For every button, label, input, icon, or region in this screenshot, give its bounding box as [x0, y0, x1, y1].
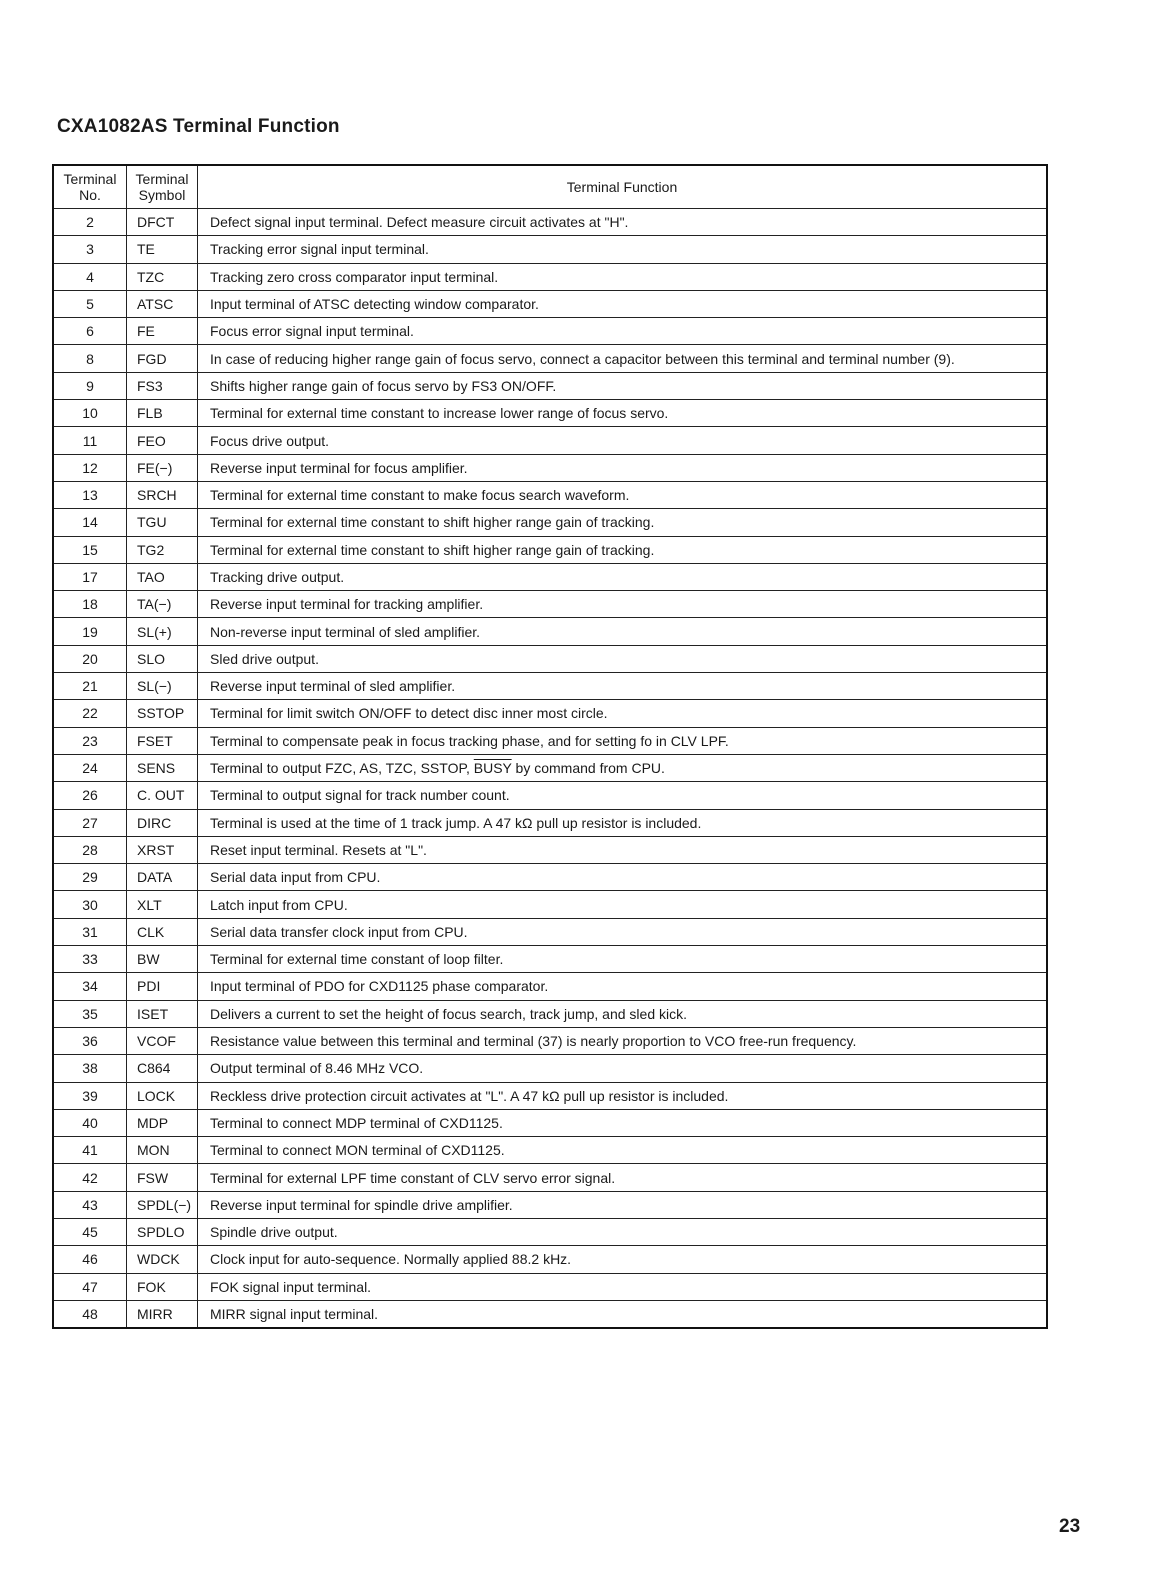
table-row: [53, 1246, 1047, 1273]
terminal-symbol-cell: FSET: [127, 727, 198, 754]
terminal-no-cell: 26: [53, 782, 127, 809]
table-row: [53, 345, 1047, 372]
terminal-symbol-cell: TZC: [127, 263, 198, 290]
terminal-symbol-cell: SL(+): [127, 618, 198, 645]
terminal-no-cell: 35: [53, 1000, 127, 1027]
terminal-no-cell: 13: [53, 481, 127, 508]
header-terminal-function: Terminal Function: [198, 165, 1048, 209]
terminal-symbol-cell: TGU: [127, 509, 198, 536]
terminal-symbol-cell: TAO: [127, 563, 198, 590]
terminal-function-cell: Input terminal of ATSC detecting window comparator.: [198, 290, 1048, 317]
terminal-no-cell: 33: [53, 946, 127, 973]
terminal-no-cell: 2: [53, 209, 127, 236]
terminal-symbol-cell: TA(−): [127, 591, 198, 618]
table-row: [53, 263, 1047, 290]
table-row: [53, 454, 1047, 481]
table-row: [53, 1000, 1047, 1027]
terminal-function-cell: Non-reverse input terminal of sled amplifier.: [198, 618, 1048, 645]
terminal-no-cell: 34: [53, 973, 127, 1000]
table-row: [53, 536, 1047, 563]
table-header: [53, 165, 1047, 209]
terminal-symbol-cell: FOK: [127, 1273, 198, 1300]
table-body: [53, 209, 1047, 1329]
terminal-symbol-cell: FS3: [127, 372, 198, 399]
terminal-symbol-cell: FGD: [127, 345, 198, 372]
table-row: [53, 754, 1047, 781]
page-number: 23: [1059, 1516, 1081, 1537]
terminal-function-cell: Terminal for external time constant to make focus search waveform.: [198, 481, 1048, 508]
table-row: [53, 1191, 1047, 1218]
terminal-function-cell: Defect signal input terminal. Defect measure circuit activates at "H".: [198, 209, 1048, 236]
table-row: [53, 209, 1047, 236]
table-row: [53, 1164, 1047, 1191]
terminal-symbol-cell: TG2: [127, 536, 198, 563]
terminal-symbol-cell: PDI: [127, 973, 198, 1000]
terminal-no-cell: 3: [53, 236, 127, 263]
terminal-symbol-cell: SRCH: [127, 481, 198, 508]
terminal-symbol-cell: SENS: [127, 754, 198, 781]
terminal-function-cell: Tracking drive output.: [198, 563, 1048, 590]
terminal-no-cell: 30: [53, 891, 127, 918]
terminal-symbol-cell: XLT: [127, 891, 198, 918]
terminal-no-cell: 17: [53, 563, 127, 590]
table-row: [53, 481, 1047, 508]
table-row: [53, 1055, 1047, 1082]
table-row: [53, 563, 1047, 590]
terminal-no-cell: 11: [53, 427, 127, 454]
table-row: [53, 1027, 1047, 1054]
terminal-function-cell: Terminal for external time constant to increase lower range of focus servo.: [198, 400, 1048, 427]
terminal-function-cell: Terminal for limit switch ON/OFF to detect disc inner most circle.: [198, 700, 1048, 727]
terminal-function-cell: Terminal to output FZC, AS, TZC, SSTOP, BUSY by command from CPU.: [198, 754, 1048, 781]
terminal-function-cell: Clock input for auto-sequence. Normally applied 88.2 kHz.: [198, 1246, 1048, 1273]
terminal-symbol-cell: LOCK: [127, 1082, 198, 1109]
terminal-symbol-cell: MDP: [127, 1109, 198, 1136]
terminal-function-cell: MIRR signal input terminal.: [198, 1300, 1048, 1328]
terminal-function-cell: Tracking error signal input terminal.: [198, 236, 1048, 263]
terminal-function-cell: Terminal to compensate peak in focus tracking phase, and for setting fo in CLV LPF.: [198, 727, 1048, 754]
terminal-function-cell: Tracking zero cross comparator input terminal.: [198, 263, 1048, 290]
table-header-row: [53, 165, 1047, 209]
table-row: [53, 1273, 1047, 1300]
terminal-no-cell: 15: [53, 536, 127, 563]
terminal-function-cell: Terminal to connect MDP terminal of CXD1125.: [198, 1109, 1048, 1136]
table-row: [53, 1137, 1047, 1164]
terminal-function-cell: Reverse input terminal for spindle drive amplifier.: [198, 1191, 1048, 1218]
terminal-function-cell: Reset input terminal. Resets at "L".: [198, 836, 1048, 863]
terminal-function-cell: Terminal to connect MON terminal of CXD1125.: [198, 1137, 1048, 1164]
terminal-function-cell: Focus drive output.: [198, 427, 1048, 454]
terminal-symbol-cell: FE: [127, 318, 198, 345]
table-row: [53, 1300, 1047, 1328]
table-row: [53, 1082, 1047, 1109]
terminal-function-cell: Terminal is used at the time of 1 track jump. A 47 kΩ pull up resistor is included.: [198, 809, 1048, 836]
terminal-no-cell: 47: [53, 1273, 127, 1300]
terminal-no-cell: 5: [53, 290, 127, 317]
terminal-no-cell: 28: [53, 836, 127, 863]
header-terminal-symbol: Terminal Symbol: [127, 165, 198, 209]
terminal-symbol-cell: FEO: [127, 427, 198, 454]
terminal-no-cell: 39: [53, 1082, 127, 1109]
terminal-symbol-cell: DIRC: [127, 809, 198, 836]
terminal-no-cell: 21: [53, 673, 127, 700]
table-row: [53, 700, 1047, 727]
terminal-symbol-cell: MIRR: [127, 1300, 198, 1328]
table-row: [53, 1218, 1047, 1245]
terminal-symbol-cell: ISET: [127, 1000, 198, 1027]
terminal-no-cell: 8: [53, 345, 127, 372]
table-row: [53, 427, 1047, 454]
terminal-no-cell: 9: [53, 372, 127, 399]
terminal-function-cell: Terminal for external time constant of loop filter.: [198, 946, 1048, 973]
terminal-symbol-cell: C864: [127, 1055, 198, 1082]
terminal-symbol-cell: SL(−): [127, 673, 198, 700]
terminal-function-cell: In case of reducing higher range gain of focus servo, connect a capacitor between this terminal and terminal number (9).: [198, 345, 1048, 372]
page-title: CXA1082AS Terminal Function: [57, 116, 340, 137]
terminal-no-cell: 6: [53, 318, 127, 345]
terminal-no-cell: 23: [53, 727, 127, 754]
terminal-no-cell: 29: [53, 864, 127, 891]
terminal-function-cell: Reckless drive protection circuit activates at "L". A 47 kΩ pull up resistor is included.: [198, 1082, 1048, 1109]
terminal-no-cell: 48: [53, 1300, 127, 1328]
terminal-function-cell: Resistance value between this terminal and terminal (37) is nearly proportion to VCO free-run frequency.: [198, 1027, 1048, 1054]
terminal-function-cell: FOK signal input terminal.: [198, 1273, 1048, 1300]
terminal-symbol-cell: FSW: [127, 1164, 198, 1191]
table-row: [53, 973, 1047, 1000]
terminal-symbol-cell: SSTOP: [127, 700, 198, 727]
terminal-function-cell: Terminal for external time constant to shift higher range gain of tracking.: [198, 509, 1048, 536]
terminal-no-cell: 24: [53, 754, 127, 781]
terminal-symbol-cell: DFCT: [127, 209, 198, 236]
terminal-no-cell: 19: [53, 618, 127, 645]
terminal-no-cell: 22: [53, 700, 127, 727]
terminal-no-cell: 27: [53, 809, 127, 836]
terminal-no-cell: 12: [53, 454, 127, 481]
terminal-no-cell: 18: [53, 591, 127, 618]
table-row: [53, 809, 1047, 836]
table-row: [53, 236, 1047, 263]
table-row: [53, 836, 1047, 863]
terminal-no-cell: 4: [53, 263, 127, 290]
terminal-no-cell: 38: [53, 1055, 127, 1082]
terminal-symbol-cell: VCOF: [127, 1027, 198, 1054]
terminal-function-cell: Latch input from CPU.: [198, 891, 1048, 918]
terminal-no-cell: 46: [53, 1246, 127, 1273]
terminal-symbol-cell: SLO: [127, 645, 198, 672]
terminal-function-table-wrapper: [52, 164, 1048, 1329]
terminal-function-cell: Input terminal of PDO for CXD1125 phase comparator.: [198, 973, 1048, 1000]
table-row: [53, 591, 1047, 618]
table-row: [53, 864, 1047, 891]
terminal-symbol-cell: SPDLO: [127, 1218, 198, 1245]
terminal-no-cell: 36: [53, 1027, 127, 1054]
table-row: [53, 509, 1047, 536]
terminal-no-cell: 40: [53, 1109, 127, 1136]
terminal-function-cell: Output terminal of 8.46 MHz VCO.: [198, 1055, 1048, 1082]
terminal-no-cell: 31: [53, 918, 127, 945]
table-row: [53, 1109, 1047, 1136]
terminal-no-cell: 45: [53, 1218, 127, 1245]
terminal-function-cell: Delivers a current to set the height of focus search, track jump, and sled kick.: [198, 1000, 1048, 1027]
terminal-symbol-cell: FLB: [127, 400, 198, 427]
terminal-function-cell: Shifts higher range gain of focus servo by FS3 ON/OFF.: [198, 372, 1048, 399]
terminal-symbol-cell: FE(−): [127, 454, 198, 481]
terminal-symbol-cell: MON: [127, 1137, 198, 1164]
table-row: [53, 290, 1047, 317]
table-row: [53, 400, 1047, 427]
terminal-no-cell: 20: [53, 645, 127, 672]
terminal-function-cell: Serial data transfer clock input from CPU.: [198, 918, 1048, 945]
table-row: [53, 891, 1047, 918]
table-row: [53, 645, 1047, 672]
table-row: [53, 618, 1047, 645]
header-terminal-no: Terminal No.: [53, 165, 127, 209]
terminal-symbol-cell: XRST: [127, 836, 198, 863]
terminal-function-cell: Terminal to output signal for track number count.: [198, 782, 1048, 809]
terminal-function-cell: Focus error signal input terminal.: [198, 318, 1048, 345]
terminal-function-cell: Reverse input terminal for tracking amplifier.: [198, 591, 1048, 618]
table-row: [53, 782, 1047, 809]
table-row: [53, 372, 1047, 399]
terminal-function-cell: Sled drive output.: [198, 645, 1048, 672]
terminal-function-cell: Spindle drive output.: [198, 1218, 1048, 1245]
terminal-symbol-cell: BW: [127, 946, 198, 973]
table-row: [53, 946, 1047, 973]
terminal-function-cell: Reverse input terminal of sled amplifier.: [198, 673, 1048, 700]
terminal-no-cell: 42: [53, 1164, 127, 1191]
table-row: [53, 918, 1047, 945]
terminal-no-cell: 14: [53, 509, 127, 536]
terminal-function-cell: Reverse input terminal for focus amplifier.: [198, 454, 1048, 481]
terminal-function-cell: Serial data input from CPU.: [198, 864, 1048, 891]
terminal-symbol-cell: DATA: [127, 864, 198, 891]
terminal-function-table: [52, 164, 1048, 1329]
terminal-function-cell: Terminal for external LPF time constant of CLV servo error signal.: [198, 1164, 1048, 1191]
terminal-no-cell: 10: [53, 400, 127, 427]
terminal-no-cell: 43: [53, 1191, 127, 1218]
table-row: [53, 727, 1047, 754]
terminal-no-cell: 41: [53, 1137, 127, 1164]
terminal-symbol-cell: CLK: [127, 918, 198, 945]
terminal-symbol-cell: WDCK: [127, 1246, 198, 1273]
table-row: [53, 318, 1047, 345]
table-row: [53, 673, 1047, 700]
terminal-function-cell: Terminal for external time constant to shift higher range gain of tracking.: [198, 536, 1048, 563]
terminal-symbol-cell: C. OUT: [127, 782, 198, 809]
terminal-symbol-cell: SPDL(−): [127, 1191, 198, 1218]
busy-overline-text: BUSY: [473, 760, 512, 777]
terminal-symbol-cell: ATSC: [127, 290, 198, 317]
terminal-symbol-cell: TE: [127, 236, 198, 263]
